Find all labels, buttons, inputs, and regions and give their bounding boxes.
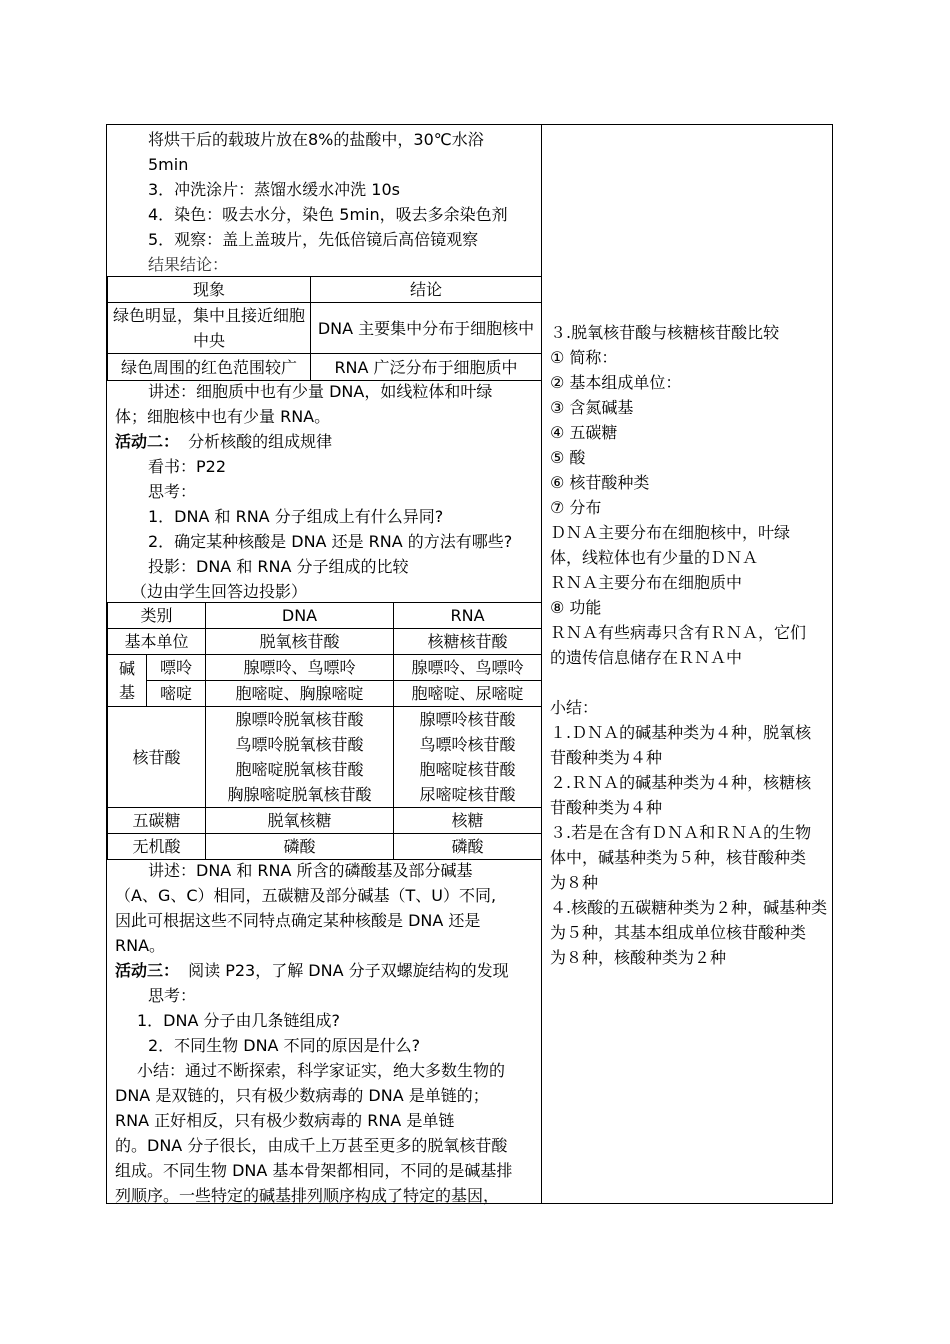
step-4: 4．染色：吸去水分，染色 5min，吸去多余染色剂 bbox=[148, 205, 508, 224]
compare-header: RNA bbox=[394, 603, 542, 629]
nucleotide-dna: 鸟嘌呤脱氧核苷酸 bbox=[235, 735, 364, 754]
compare-cell bbox=[394, 707, 542, 808]
step-text: 5min bbox=[148, 155, 189, 174]
result-header: 结论 bbox=[311, 277, 542, 303]
compare-cell: 腺嘌呤、鸟嘌呤 bbox=[394, 655, 542, 681]
compare-header: 类别 bbox=[108, 603, 206, 629]
compare-sub-label: 嘧啶 bbox=[147, 681, 206, 707]
compare-row-label: 五碳糖 bbox=[108, 808, 206, 834]
projection-note: （边由学生回答边投影） bbox=[131, 582, 308, 601]
activity-2-label: 活动二： bbox=[115, 432, 180, 451]
summary-text: 列顺序。一些特定的碱基排列顺序构成了特定的基因， bbox=[115, 1186, 500, 1205]
compare-cell: 腺嘌呤、鸟嘌呤 bbox=[206, 655, 394, 681]
nucleotide-rna: 腺嘌呤核苷酸 bbox=[419, 710, 516, 729]
reading-ref: 看书：P22 bbox=[148, 457, 227, 476]
step-3: 3．冲洗涂片：蒸馏水缓水冲洗 10s bbox=[148, 180, 400, 199]
activity-3-label: 活动三： bbox=[115, 961, 180, 980]
summary-text: 小结：通过不断探索，科学家证实，绝大多数生物的 bbox=[137, 1061, 506, 1080]
result-label: 结果结论： bbox=[148, 255, 229, 274]
nucleotide-rna: 尿嘧啶核苷酸 bbox=[419, 785, 516, 804]
summary-line: ３.若是在含有ＤＮＡ和ＲＮＡ的生物 bbox=[550, 823, 812, 842]
compare-row-label: 核苷酸 bbox=[108, 707, 206, 808]
compare-cell: 脱氧核苷酸 bbox=[206, 629, 394, 655]
summary-line: ４.核酸的五碳糖种类为２种，碱基种类 bbox=[550, 898, 828, 917]
summary-line: 苷酸种类为４种 bbox=[550, 748, 663, 767]
question-2: 2．不同生物 DNA 不同的原因是什么? bbox=[148, 1036, 421, 1055]
lesson-table bbox=[106, 124, 833, 1204]
compare-row-label: 无机酸 bbox=[108, 834, 206, 860]
compare-cell: 胞嘧啶、胸腺嘧啶 bbox=[206, 681, 394, 707]
right-column bbox=[542, 125, 833, 1203]
activity-3-title: 阅读 P23，了解 DNA 分子双螺旋结构的发现 bbox=[188, 961, 509, 980]
nucleotide-rna: 鸟嘌呤核苷酸 bbox=[419, 735, 516, 754]
compare-cell bbox=[206, 707, 394, 808]
compare-item: ② 基本组成单位： bbox=[550, 373, 682, 392]
step-5: 5．观察：盖上盖玻片，先低倍镜后高倍镜观察 bbox=[148, 230, 479, 249]
compare-title: ３.脱氧核苷酸与核糖核苷酸比较 bbox=[550, 323, 780, 342]
summary-text: 组成。不同生物 DNA 基本骨架都相同，不同的是碱基排 bbox=[115, 1161, 513, 1180]
compare-cell: 核糖核苷酸 bbox=[394, 629, 542, 655]
compare-cell: 磷酸 bbox=[206, 834, 394, 860]
distribution-text: ＲＮＡ主要分布在细胞质中 bbox=[550, 573, 743, 592]
summary-line: １.ＤＮＡ的碱基种类为４种，脱氧核 bbox=[550, 723, 812, 742]
distribution-text: ＤＮＡ主要分布在细胞核中，叶绿 bbox=[550, 523, 791, 542]
lecture-text: （A、G、C）相同，五碳糖及部分碱基（T、U）不同, bbox=[115, 886, 497, 905]
compare-row-label: 碱基 bbox=[108, 655, 147, 707]
distribution-text: 体，线粒体也有少量的ＤＮＡ bbox=[550, 548, 759, 567]
compare-item: ③ 含氮碱基 bbox=[550, 398, 634, 417]
question-2: 2．确定某种核酸是 DNA 还是 RNA 的方法有哪些? bbox=[148, 532, 513, 551]
activity-2-title: 分析核酸的组成规律 bbox=[188, 432, 333, 451]
compare-cell: 胞嘧啶、尿嘧啶 bbox=[394, 681, 542, 707]
result-cell: 绿色周围的红色范围较广 bbox=[108, 354, 311, 381]
nucleotide-rna: 胞嘧啶核苷酸 bbox=[419, 760, 516, 779]
dna-rna-compare-table bbox=[107, 602, 542, 860]
compare-row-label: 基本单位 bbox=[108, 629, 206, 655]
nucleotide-dna: 胸腺嘧啶脱氧核苷酸 bbox=[227, 785, 372, 804]
compare-cell: 磷酸 bbox=[394, 834, 542, 860]
question-1: 1．DNA 分子由几条链组成? bbox=[137, 1011, 340, 1030]
summary-text: RNA 正好相反，只有极少数病毒的 RNA 是单链 bbox=[115, 1111, 455, 1130]
summary-text: 的。DNA 分子很长，由成千上万甚至更多的脱氧核苷酸 bbox=[115, 1136, 508, 1155]
compare-item: ⑦ 分布 bbox=[550, 498, 602, 517]
compare-item: ⑤ 酸 bbox=[550, 448, 586, 467]
result-header: 现象 bbox=[108, 277, 311, 303]
activity-2-heading bbox=[115, 429, 332, 454]
left-column bbox=[107, 125, 542, 1203]
projection-text: 投影：DNA 和 RNA 分子组成的比较 bbox=[148, 557, 409, 576]
compare-item: ⑥ 核苷酸种类 bbox=[550, 473, 650, 492]
result-table bbox=[107, 276, 542, 381]
summary-line: 体中，碱基种类为５种，核苷酸种类 bbox=[550, 848, 807, 867]
function-text: ＲＮＡ有些病毒只含有ＲＮＡ，它们 bbox=[550, 623, 807, 642]
function-text: 的遗传信息储存在ＲＮＡ中 bbox=[550, 648, 743, 667]
summary-line: 为５种，其基本组成单位核苷酸种类 bbox=[550, 923, 807, 942]
compare-cell: 核糖 bbox=[394, 808, 542, 834]
compare-item: ① 简称： bbox=[550, 348, 618, 367]
think-label: 思考： bbox=[148, 482, 197, 501]
think-label: 思考： bbox=[148, 986, 197, 1005]
summary-text: DNA 是双链的，只有极少数病毒的 DNA 是单链的； bbox=[115, 1086, 489, 1105]
nucleotide-dna: 胞嘧啶脱氧核苷酸 bbox=[235, 760, 364, 779]
activity-3-heading bbox=[115, 958, 509, 983]
compare-sub-label: 嘌呤 bbox=[147, 655, 206, 681]
result-cell: DNA 主要集中分布于细胞核中 bbox=[311, 303, 542, 354]
question-1: 1．DNA 和 RNA 分子组成上有什么异同? bbox=[148, 507, 444, 526]
lecture-text: 讲述：DNA 和 RNA 所含的磷酸基及部分碱基 bbox=[148, 861, 473, 880]
lecture-text: 讲述：细胞质中也有少量 DNA，如线粒体和叶绿 bbox=[148, 382, 493, 401]
lecture-text: 体；细胞核中也有少量 RNA。 bbox=[115, 407, 331, 426]
lecture-text: 因此可根据这些不同特点确定某种核酸是 DNA 还是 bbox=[115, 911, 481, 930]
summary-label: 小结： bbox=[550, 698, 599, 717]
compare-item: ⑧ 功能 bbox=[550, 598, 602, 617]
nucleotide-dna: 腺嘌呤脱氧核苷酸 bbox=[235, 710, 364, 729]
result-cell: RNA 广泛分布于细胞质中 bbox=[311, 354, 542, 381]
summary-line: 为８种 bbox=[550, 873, 599, 892]
compare-cell: 脱氧核糖 bbox=[206, 808, 394, 834]
result-cell: 绿色明显，集中且接近细胞中央 bbox=[108, 303, 311, 354]
compare-header: DNA bbox=[206, 603, 394, 629]
summary-line: 苷酸种类为４种 bbox=[550, 798, 663, 817]
compare-item: ④ 五碳糖 bbox=[550, 423, 618, 442]
lecture-text: RNA。 bbox=[115, 936, 166, 955]
summary-line: 为８种，核酸种类为２种 bbox=[550, 948, 727, 967]
summary-line: ２.ＲＮＡ的碱基种类为４种，核糖核 bbox=[550, 773, 812, 792]
step-text: 将烘干后的载玻片放在8%的盐酸中，30℃水浴 bbox=[148, 130, 484, 149]
